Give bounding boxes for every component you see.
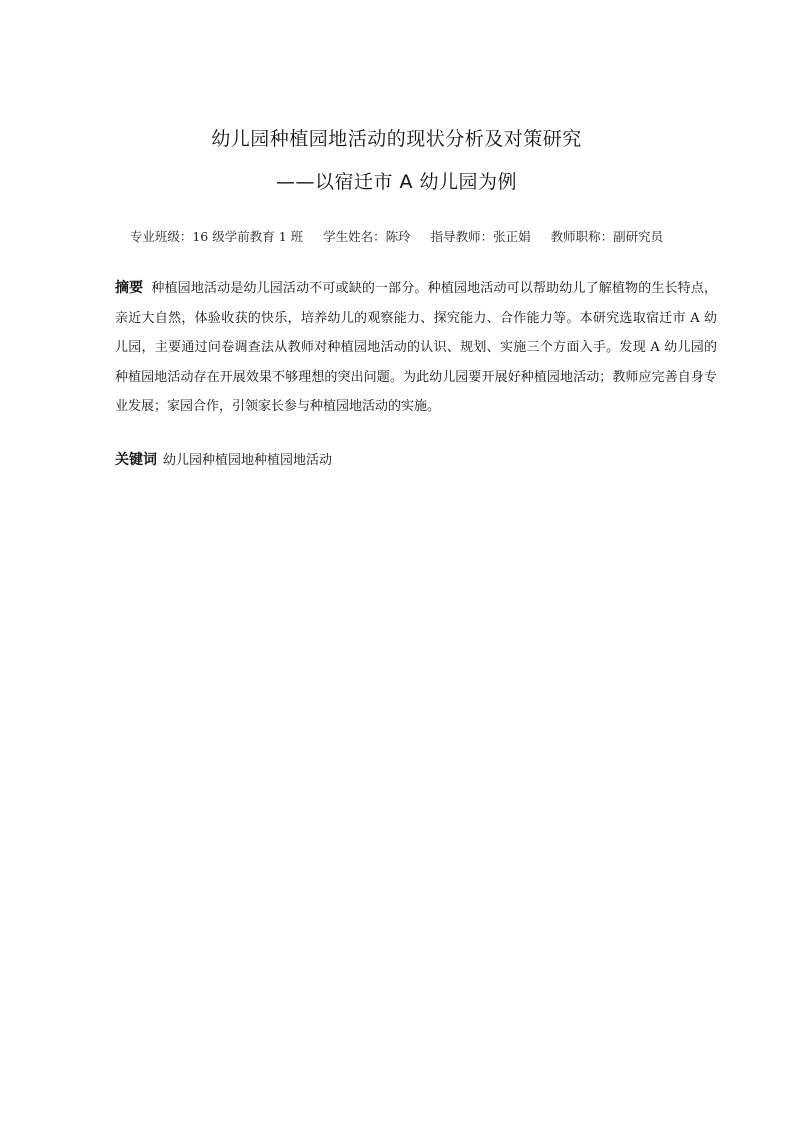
advisor-value: 张正娟: [493, 229, 531, 244]
rank-label: 教师职称：: [550, 229, 614, 244]
keywords-section: [115, 448, 717, 473]
student-value: 陈玲: [385, 229, 411, 244]
advisor-info: [431, 229, 531, 244]
class-value: 16 级学前教育 1 班: [192, 229, 304, 244]
class-info: [130, 229, 303, 244]
abstract-text: 种植园地活动是幼儿园活动不可或缺的一部分。种植园地活动可以帮助幼儿了解植物的生长特点，亲近大自然，体验收获的快乐，培养幼儿的观察能力、探究能力、合作能力等。本研究选取宿迁市 A 幼儿园，主要通过问卷调查法从教师对种植园地活动的认识、规划、实施三个方面入手。发现 A 幼儿园的种植园地活动存在开展效果不够理想的突出问题。为此幼儿园要开展好种植园地活动；教师应完善自身专业发展；家园合作，引领家长参与种植园地活动的实施。: [115, 281, 717, 414]
keywords-label: 关键词: [115, 452, 157, 468]
paper-title: 幼儿园种植园地活动的现状分析及对策研究: [211, 128, 582, 150]
abstract-label: 摘要: [115, 280, 144, 296]
keywords-text: 幼儿园种植园地种植园地活动: [163, 453, 333, 468]
advisor-rank-info: [551, 229, 664, 244]
advisor-label: 指导教师：: [430, 229, 494, 244]
abstract-section: [115, 274, 717, 422]
author-info: [0, 227, 793, 245]
student-info: [323, 229, 411, 244]
class-label: 专业班级：: [129, 229, 193, 244]
rank-value: 副研究员: [613, 229, 664, 244]
paper-subtitle: ——以宿迁市 A 幼儿园为例: [275, 171, 518, 193]
student-label: 学生姓名：: [323, 229, 386, 244]
